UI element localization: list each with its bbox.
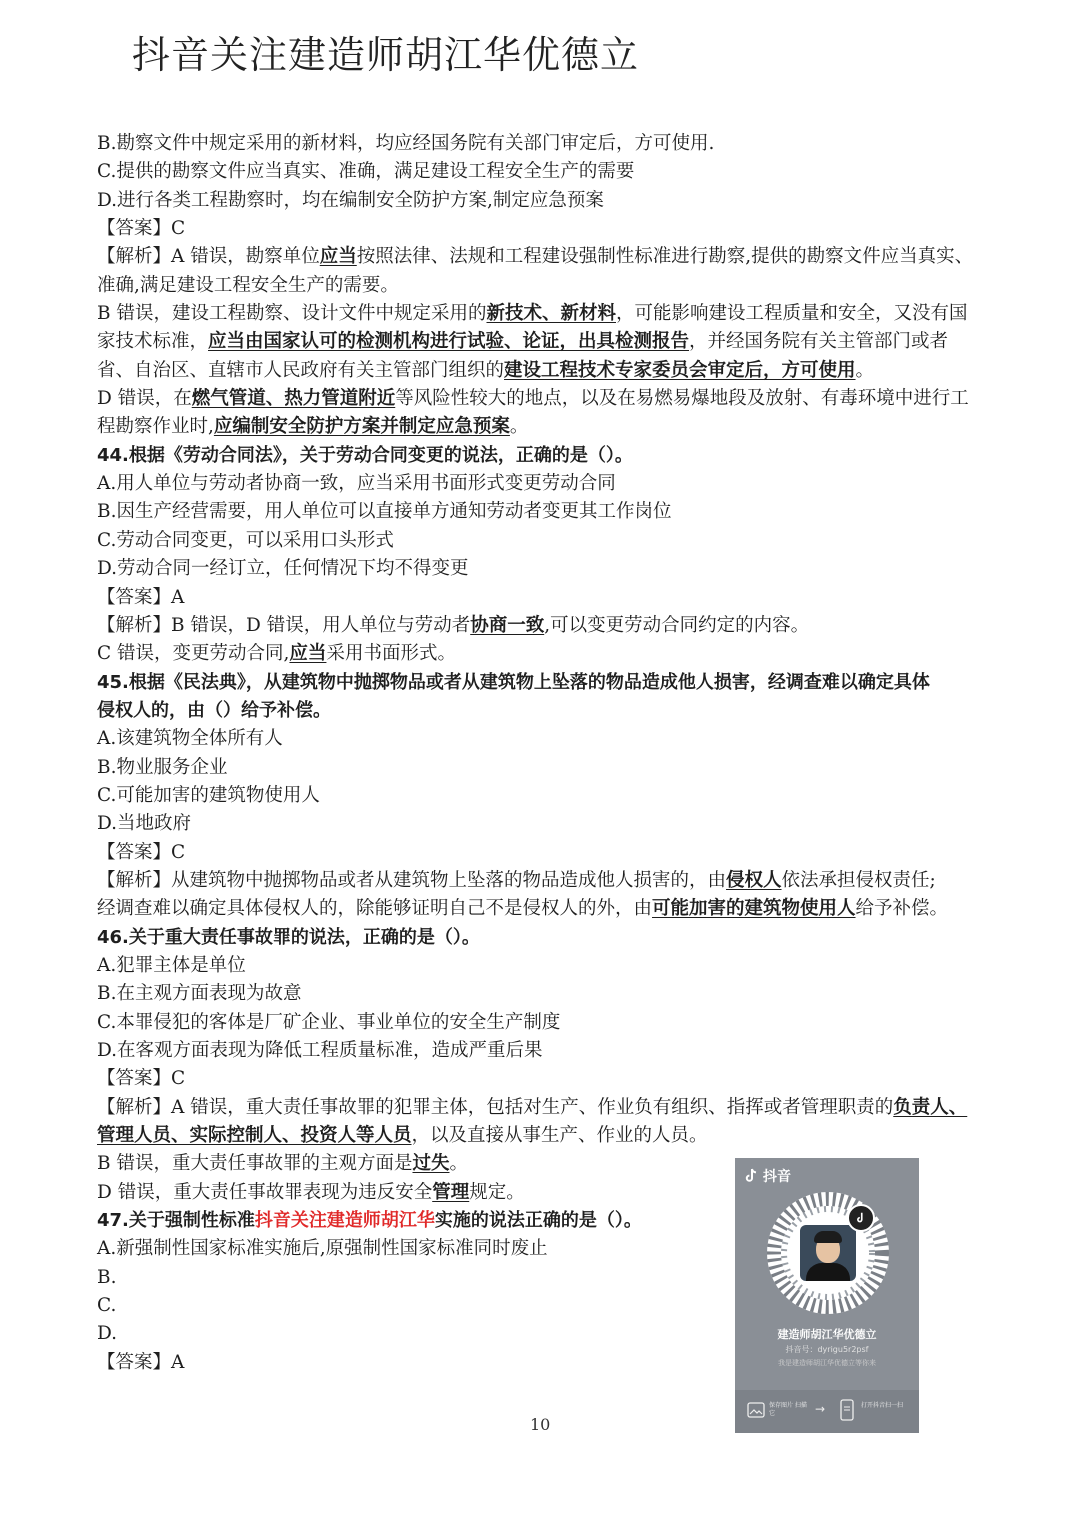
line-text: 程勘察作业时,: [97, 416, 214, 438]
text-line: [97, 725, 987, 753]
text-line: [97, 980, 987, 1008]
line-text: D.进行各类工程勘察时，均在编制安全防护方案,制定应急预案: [97, 189, 604, 211]
text-line: [97, 470, 987, 498]
line-text: 。: [449, 1153, 469, 1175]
emphasized-text: 侵权人: [726, 869, 782, 891]
emphasized-text: 应编制安全防护方案并制定应急预案: [213, 416, 510, 438]
emphasized-text: 应当: [289, 643, 327, 665]
text-line: [97, 555, 987, 583]
text-line: [97, 243, 987, 271]
line-text: D.: [97, 1323, 118, 1345]
line-text: 【解析】A 错误，勘察单位: [97, 246, 320, 268]
line-text: 【解析】A 错误，重大责任事故罪的犯罪主体，包括对生产、作业负有组织、指挥或者管理职责的: [97, 1096, 894, 1118]
douyin-qr-card[interactable]: [735, 1158, 919, 1433]
line-text: 准确,满足建设工程安全生产的需要。: [97, 274, 399, 296]
page-header-title: 抖音关注建造师胡江华优德立: [132, 33, 640, 77]
line-text: 【答案】C: [97, 1068, 186, 1090]
text-line: [97, 640, 987, 668]
text-line: [97, 413, 987, 441]
line-text: 给予补偿。: [855, 898, 949, 920]
line-text: B 错误，建设工程勘察、设计文件中规定采用的: [97, 303, 487, 325]
line-text: B.物业服务企业: [97, 756, 228, 778]
text-line: [97, 130, 987, 158]
douyin-brand-label: 抖音: [763, 1169, 791, 1185]
emphasized-text: 燃气管道、热力管道附近: [191, 388, 396, 410]
line-text: 实施的说法正确的是（）。: [434, 1210, 642, 1232]
page-number: 10: [530, 1415, 551, 1434]
line-text: B.: [97, 1266, 117, 1288]
emphasized-text: 建设工程技术专家委员会审定后，方可使用: [504, 359, 856, 381]
line-text: D.当地政府: [97, 813, 192, 835]
text-line: [97, 839, 987, 867]
promo-text: 抖音关注建造师胡江华: [254, 1210, 435, 1232]
text-line: [97, 158, 987, 186]
text-line: [97, 1037, 987, 1065]
line-text: 经调查难以确定具体侵权人的，除能够证明自己不是侵权人的外，由: [97, 898, 653, 920]
line-text: B.在主观方面表现为故意: [97, 983, 302, 1005]
line-text: 【答案】C: [97, 218, 186, 240]
line-text: A.犯罪主体是单位: [97, 954, 246, 976]
text-line: [97, 215, 987, 243]
text-line: [97, 952, 987, 980]
line-text: 省、自治区、直辖市人民政府有关主管部门组织的: [97, 359, 505, 381]
emphasized-text: 新技术、新材料: [486, 303, 616, 325]
question-line: [97, 697, 987, 725]
line-text: A.新强制性国家标准实施后,原强制性国家标准同时废止: [97, 1238, 548, 1260]
question-line: [97, 442, 987, 470]
question-line: [97, 669, 987, 697]
question-line: [97, 924, 987, 952]
line-text: C.本罪侵犯的客体是厂矿企业、事业单位的安全生产制度: [97, 1011, 561, 1033]
line-text: 。: [509, 416, 529, 438]
line-text: 【解析】B 错误，D 错误，用人单位与劳动者: [97, 614, 471, 636]
text-line: [97, 187, 987, 215]
line-text: D 错误，在: [97, 388, 192, 410]
douyin-logo-icon: [743, 1168, 759, 1184]
line-text: B.勘察文件中规定采用的新材料，均应经国务院有关部门审定后，方可使用.: [97, 133, 715, 154]
emphasized-text: 应当: [319, 246, 357, 268]
text-line: [97, 867, 987, 895]
text-line: [97, 385, 987, 413]
text-line: [97, 1009, 987, 1037]
text-line: [97, 1122, 987, 1150]
text-line: [97, 782, 987, 810]
emphasized-text: 可能加害的建筑物使用人: [652, 898, 856, 920]
text-line: [97, 498, 987, 526]
line-text: ,可以变更劳动合同约定的内容。: [544, 614, 810, 636]
line-text: C.可能加害的建筑物使用人: [97, 784, 320, 806]
emphasized-text: 管理人员、实际控制人、投资人等人员: [97, 1125, 412, 1147]
emphasized-text: 协商一致: [470, 614, 545, 636]
line-text: 按照法律、法规和工程建设强制性标准进行勘察,提供的勘察文件应当真实、: [356, 246, 974, 268]
line-text: A.用人单位与劳动者协商一致，应当采用书面形式变更劳动合同: [97, 473, 616, 495]
avatar: [800, 1225, 856, 1281]
line-text: 。: [855, 359, 875, 381]
text-line: [97, 1065, 987, 1093]
text-line: [97, 328, 987, 356]
line-text: D.在客观方面表现为降低工程质量标准，造成严重后果: [97, 1040, 543, 1061]
qr-description: 我是建造师胡江华优德立等你来: [778, 1359, 876, 1367]
qr-account-id: 抖音号：dyrigu5r2psf: [785, 1345, 869, 1354]
line-text: 【答案】A: [97, 1351, 185, 1373]
line-text: 规定。: [469, 1181, 525, 1203]
line-text: 采用书面形式。: [326, 643, 456, 665]
line-text: C.提供的勘察文件应当真实、准确，满足建设工程安全生产的需要: [97, 161, 635, 183]
line-text: ，可能影响建设工程质量和安全，又没有国: [616, 303, 968, 325]
text-line: [97, 584, 987, 612]
line-text: D.劳动合同一经订立，任何情况下均不得变更: [97, 558, 469, 580]
line-text: 依法承担侵权责任;: [781, 869, 936, 891]
text-line: [97, 357, 987, 385]
image-save-icon: [747, 1402, 765, 1418]
line-text: 46.关于重大责任事故罪的说法，正确的是（）。: [97, 926, 480, 948]
qr-account-name: 建造师胡江华优德立: [777, 1328, 877, 1341]
line-text: 47.关于强制性标准: [97, 1210, 255, 1232]
qr-instructions: [735, 1390, 919, 1433]
line-text: ，并经国务院有关主管部门或者: [689, 331, 949, 353]
douyin-brand: [743, 1166, 791, 1186]
line-text: 45.根据《民法典》，从建筑物中抛掷物品或者从建筑物上坠落的物品造成他人损害，经调查难以确定具体: [97, 671, 930, 693]
line-text: 【解析】从建筑物中抛掷物品或者从建筑物上坠落的物品造成他人损害的，由: [97, 869, 727, 891]
text-line: [97, 810, 987, 838]
line-text: C.: [97, 1295, 117, 1317]
line-text: 44.根据《劳动合同法》，关于劳动合同变更的说法，正确的是（）。: [97, 444, 633, 466]
line-text: 家技术标准，: [97, 331, 209, 353]
line-text: A.该建筑物全体所有人: [97, 728, 283, 750]
line-text: 等风险性较大的地点，以及在易燃易爆地段及放射、有毒环境中进行工: [395, 388, 969, 410]
qr-step-two: 打开抖音扫一扫: [861, 1402, 904, 1409]
text-line: [97, 272, 987, 300]
text-line: [97, 612, 987, 640]
text-line: [97, 527, 987, 555]
line-text: D 错误，重大责任事故罪表现为违反安全: [97, 1181, 433, 1203]
phone-scan-icon: [839, 1399, 855, 1421]
line-text: 【答案】A: [97, 586, 185, 608]
line-text: 【答案】C: [97, 841, 186, 863]
arrow-right-icon: →: [815, 1402, 826, 1416]
text-line: [97, 300, 987, 328]
line-text: 侵权人的，由（）给予补偿。: [97, 699, 331, 721]
text-line: [97, 754, 987, 782]
emphasized-text: 应当由国家认可的检测机构进行试验、论证，出具检测报告: [208, 331, 690, 353]
qr-step-one: 保存图片 扫描它: [769, 1402, 807, 1417]
line-text: B 错误，重大责任事故罪的主观方面是: [97, 1153, 413, 1175]
text-line: [97, 1094, 987, 1122]
line-text: ，以及直接从事生产、作业的人员。: [411, 1125, 708, 1147]
line-text: C.劳动合同变更，可以采用口头形式: [97, 529, 394, 551]
line-text: C 错误，变更劳动合同,: [97, 643, 290, 665]
emphasized-text: 负责人、: [893, 1096, 968, 1118]
emphasized-text: 过失: [412, 1153, 450, 1175]
emphasized-text: 管理: [432, 1181, 470, 1203]
douyin-badge-icon: [847, 1204, 875, 1232]
text-line: [97, 895, 987, 923]
line-text: B.因生产经营需要，用人单位可以直接单方通知劳动者变更其工作岗位: [97, 501, 672, 523]
